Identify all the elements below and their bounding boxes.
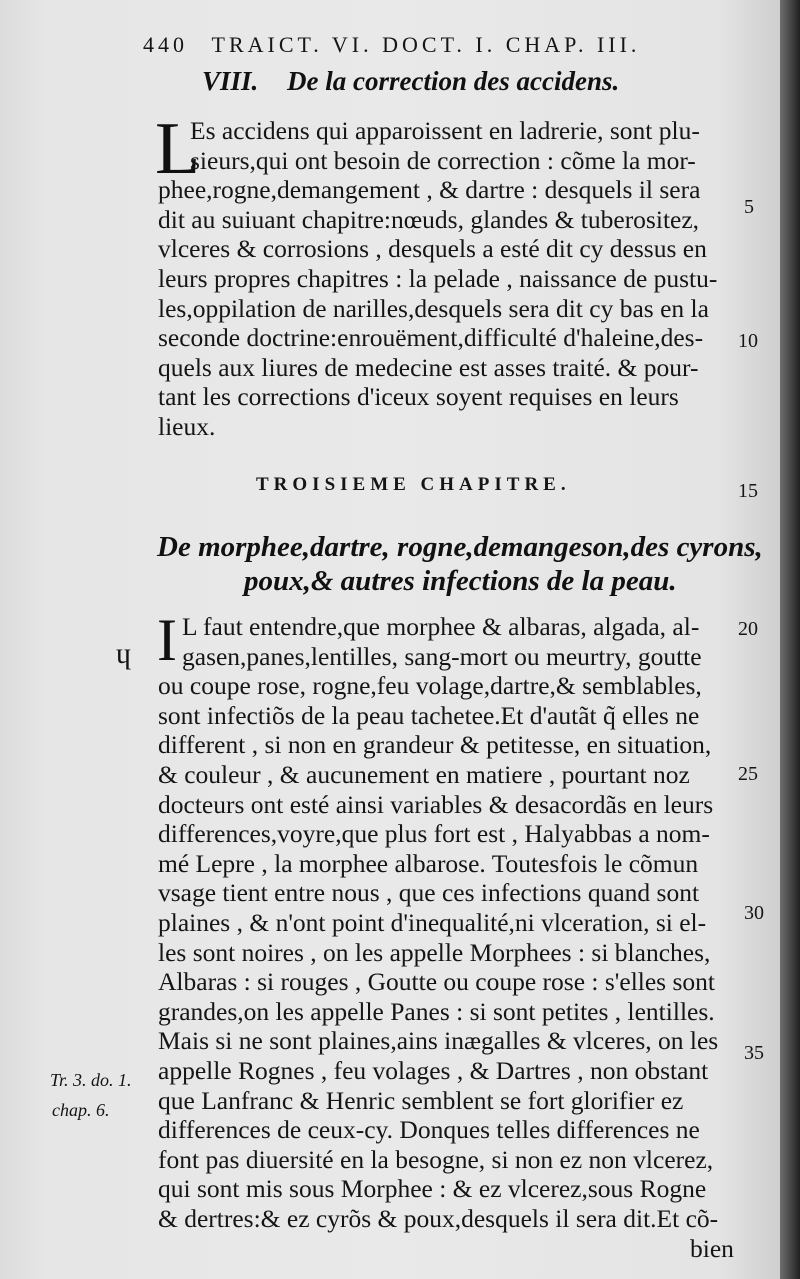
paragraph-1-line: Es accidens qui apparoissent en ladrerie, sont plu- — [190, 116, 700, 145]
paragraph-2-line: qui sont mis sous Morphee : & ez vlcerez,sous Rogne — [158, 1174, 707, 1204]
marginal-note-line-1: Tr. 3. do. 1. — [50, 1070, 132, 1090]
paragraph-1-line: lieux. — [158, 412, 216, 441]
paragraph-2-line: bien — [690, 1233, 734, 1263]
paragraph-2-line: plaines , & n'ont point d'inequalité,ni vlceration, si el- — [158, 908, 707, 937]
paragraph-1-line: seconde doctrine:enrouëment,difficulté d'haleine,des- — [158, 323, 704, 353]
paragraph-2-line: gasen,panes,lentilles, sang-mort ou meurtry, goutte — [182, 641, 702, 671]
paragraph-2-line: grandes,on les appelle Panes : si sont petites , lentilles. — [158, 996, 715, 1026]
paragraph-1-line: sieurs,qui ont besoin de correction : cõme la mor- — [190, 145, 696, 175]
line-number-15: 15 — [738, 480, 758, 502]
chapter-title-line-1: De morphee,dartre, rogne,demangeson,des cyrons, — [157, 531, 763, 563]
paragraph-1-line: vlceres & corrosions , desquels a esté dit cy dessus en — [158, 234, 707, 264]
line-number-35: 35 — [744, 1042, 764, 1064]
line-number-30: 30 — [744, 902, 764, 924]
paragraph-2-line: Albaras : si rouges , Goutte ou coupe rose : s'elles sont — [158, 967, 715, 997]
paragraph-2-line: les sont noires , on les appelle Morphees : si blanches, — [158, 937, 711, 967]
paragraph-1-line: leurs propres chapitres : la pelade , naissance de pustu- — [158, 264, 718, 293]
running-head-text: TRAICT. VI. DOCT. I. CHAP. III. — [211, 32, 641, 57]
chapter-title-line-2: poux,& autres infections de la peau. — [244, 565, 677, 597]
section-title — [202, 66, 619, 97]
paragraph-1-line: dit au suiuant chapitre:nœuds, glandes & tuberositez, — [158, 204, 700, 234]
paragraph-2-line: mé Lepre , la morphee albarose. Toutesfois le cõmun — [158, 848, 699, 878]
paragraph-1-line: quels aux liures de medecine est asses traité. & pour- — [158, 352, 699, 382]
section-title-text: De la correction des accidens. — [287, 66, 620, 96]
paragraph-2-line: que Lanfranc & Henric semblent se fort glorifier ez — [158, 1085, 684, 1115]
line-number-5: 5 — [744, 196, 754, 218]
drop-cap-initial-2: I — [157, 607, 177, 673]
paragraph-2-line: & dertres:& ez cyrõs & poux,desquels il sera dit.Et cõ- — [158, 1204, 719, 1233]
line-number-25: 25 — [738, 763, 758, 785]
paragraph-2-line: appelle Rognes , feu volages , & Dartres , non obstant — [158, 1056, 709, 1085]
running-head — [143, 32, 640, 58]
paragraph-2-line: sont infectiõs de la peau tachetee.Et d'autãt q̃ elles ne — [158, 700, 700, 730]
paragraph-2-line: L faut entendre,que morphee & albaras, algada, al- — [182, 612, 700, 641]
paragraph-1-line: tant les corrections d'iceux soyent requises en leurs — [158, 382, 679, 412]
marginal-note-line-2: chap. 6. — [52, 1100, 110, 1120]
chapter-heading: TROISIEME CHAPITRE. — [256, 474, 571, 495]
paragraph-2-line: Mais si ne sont plaines,ains inægalles & vlceres, on les — [158, 1026, 719, 1056]
paragraph-2-line: differences,voyre,que plus fort est , Halyabbas a nom- — [158, 819, 710, 849]
line-number-20: 20 — [738, 618, 758, 640]
paragraph-2-line: vsage tient entre nous , que ces infections quand sont — [158, 878, 700, 908]
paragraph-2-line: & couleur , & aucunement en matiere , pourtant noz — [158, 760, 690, 789]
paragraph-2-line: different , si non en grandeur & petitesse, en situation, — [158, 730, 712, 760]
page-edge-shadow — [780, 0, 800, 1279]
paragraph-2-line: differences de ceux-cy. Donques telles differences ne — [158, 1115, 700, 1145]
paragraph-2-line: docteurs ont esté ainsi variables & desacordãs en leurs — [158, 789, 714, 819]
paragraph-2-line: font pas diuersité en la besogne, si non ez non vlcerez, — [158, 1144, 714, 1174]
paragraph-2-line: ou coupe rose, rogne,feu volage,dartre,& semblables, — [158, 671, 702, 701]
line-number-10: 10 — [738, 330, 758, 352]
page-number: 440 — [143, 32, 188, 57]
drop-cap-initial: L — [155, 108, 201, 190]
paragraph-1-line: phee,rogne,demangement , & dartre : desquels il sera — [158, 175, 701, 205]
paragraph-mark: ɥ — [116, 637, 131, 670]
section-number: VIII. — [202, 66, 259, 96]
paragraph-1-line: les,oppilation de narilles,desquels sera dit cy bas en la — [158, 293, 709, 323]
